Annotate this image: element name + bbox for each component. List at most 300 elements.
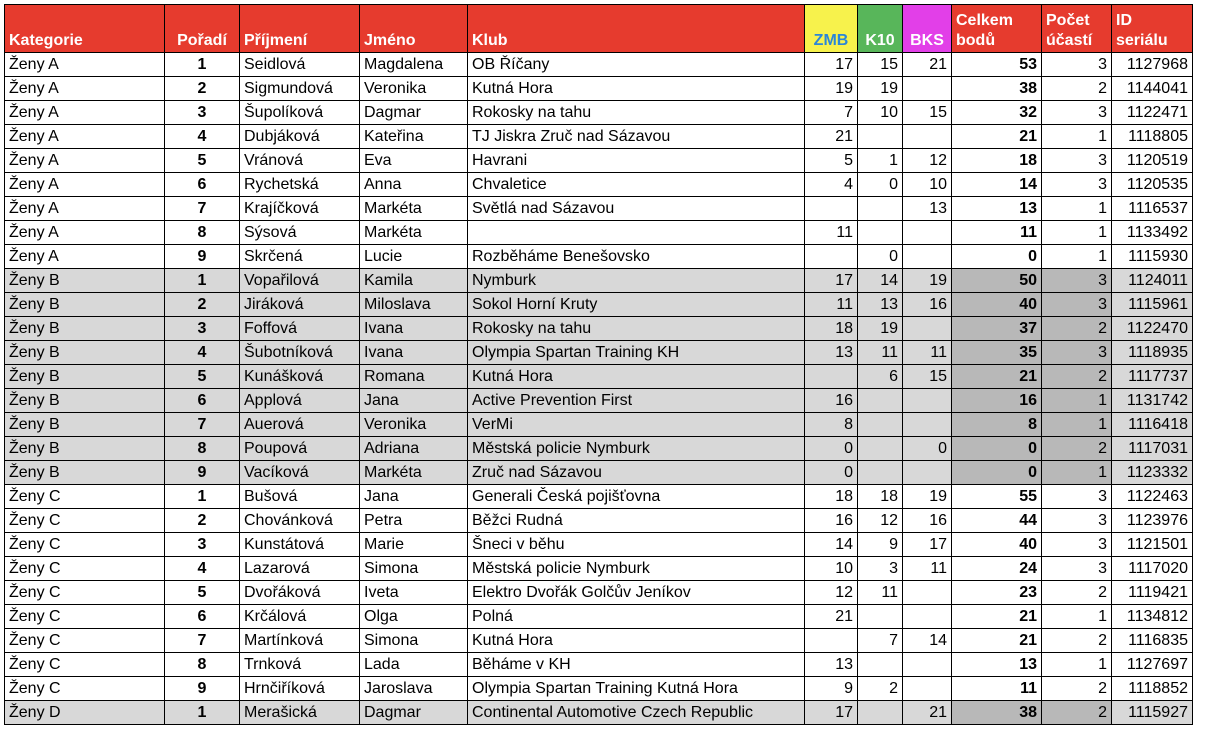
cell-zmb[interactable]: 21 (805, 125, 858, 149)
cell-klub[interactable]: VerMi (468, 413, 805, 437)
cell-k10[interactable] (858, 221, 903, 245)
cell-kategorie[interactable]: Ženy C (5, 485, 165, 509)
cell-celkem[interactable]: 13 (952, 653, 1042, 677)
header-pocet[interactable] (1042, 5, 1112, 53)
cell-pocet[interactable]: 1 (1042, 197, 1112, 221)
cell-id[interactable]: 1134812 (1112, 605, 1193, 629)
header-id[interactable] (1112, 5, 1193, 53)
cell-bks[interactable]: 12 (903, 149, 952, 173)
cell-klub[interactable]: Kutná Hora (468, 629, 805, 653)
header-zmb[interactable]: ZMB (805, 5, 858, 53)
cell-poradi[interactable]: 2 (165, 509, 240, 533)
cell-k10[interactable]: 3 (858, 557, 903, 581)
cell-bks[interactable]: 16 (903, 509, 952, 533)
cell-id[interactable]: 1119421 (1112, 581, 1193, 605)
cell-zmb[interactable]: 7 (805, 101, 858, 125)
cell-jmeno[interactable]: Petra (360, 509, 468, 533)
cell-poradi[interactable]: 8 (165, 653, 240, 677)
header-bks[interactable]: BKS (903, 5, 952, 53)
cell-k10[interactable] (858, 461, 903, 485)
cell-jmeno[interactable]: Miloslava (360, 293, 468, 317)
cell-poradi[interactable]: 5 (165, 149, 240, 173)
cell-k10[interactable] (858, 701, 903, 725)
cell-zmb[interactable]: 17 (805, 53, 858, 77)
cell-zmb[interactable]: 5 (805, 149, 858, 173)
cell-pocet[interactable]: 2 (1042, 365, 1112, 389)
cell-id[interactable]: 1115961 (1112, 293, 1193, 317)
cell-zmb[interactable]: 13 (805, 653, 858, 677)
cell-celkem[interactable]: 23 (952, 581, 1042, 605)
cell-klub[interactable]: Active Prevention First (468, 389, 805, 413)
cell-kategorie[interactable]: Ženy C (5, 557, 165, 581)
cell-zmb[interactable]: 18 (805, 317, 858, 341)
cell-celkem[interactable]: 40 (952, 293, 1042, 317)
cell-bks[interactable]: 11 (903, 341, 952, 365)
cell-prijmeni[interactable]: Kunstátová (240, 533, 360, 557)
cell-jmeno[interactable]: Dagmar (360, 101, 468, 125)
header-kategorie[interactable]: Kategorie (5, 5, 165, 53)
cell-klub[interactable]: Olympia Spartan Training KH (468, 341, 805, 365)
cell-klub[interactable]: Rokosky na tahu (468, 317, 805, 341)
cell-id[interactable]: 1116537 (1112, 197, 1193, 221)
cell-k10[interactable]: 18 (858, 485, 903, 509)
cell-celkem[interactable]: 0 (952, 461, 1042, 485)
cell-id[interactable]: 1122471 (1112, 101, 1193, 125)
cell-pocet[interactable]: 3 (1042, 485, 1112, 509)
cell-celkem[interactable]: 16 (952, 389, 1042, 413)
cell-k10[interactable] (858, 197, 903, 221)
cell-pocet[interactable]: 1 (1042, 605, 1112, 629)
cell-k10[interactable] (858, 605, 903, 629)
cell-zmb[interactable]: 4 (805, 173, 858, 197)
cell-bks[interactable] (903, 77, 952, 101)
cell-jmeno[interactable]: Markéta (360, 221, 468, 245)
cell-k10[interactable]: 9 (858, 533, 903, 557)
cell-jmeno[interactable]: Ivana (360, 317, 468, 341)
cell-bks[interactable] (903, 461, 952, 485)
cell-k10[interactable]: 1 (858, 149, 903, 173)
cell-kategorie[interactable]: Ženy A (5, 173, 165, 197)
cell-prijmeni[interactable]: Chovánková (240, 509, 360, 533)
cell-jmeno[interactable]: Dagmar (360, 701, 468, 725)
cell-zmb[interactable] (805, 629, 858, 653)
cell-kategorie[interactable]: Ženy B (5, 269, 165, 293)
cell-poradi[interactable]: 9 (165, 245, 240, 269)
cell-k10[interactable]: 11 (858, 341, 903, 365)
cell-prijmeni[interactable]: Lazarová (240, 557, 360, 581)
cell-poradi[interactable]: 9 (165, 677, 240, 701)
cell-kategorie[interactable]: Ženy D (5, 701, 165, 725)
cell-poradi[interactable]: 6 (165, 173, 240, 197)
cell-k10[interactable]: 12 (858, 509, 903, 533)
cell-zmb[interactable]: 17 (805, 701, 858, 725)
cell-poradi[interactable]: 3 (165, 101, 240, 125)
cell-pocet[interactable]: 3 (1042, 173, 1112, 197)
cell-kategorie[interactable]: Ženy C (5, 677, 165, 701)
cell-bks[interactable]: 17 (903, 533, 952, 557)
cell-k10[interactable]: 0 (858, 173, 903, 197)
cell-prijmeni[interactable]: Sýsová (240, 221, 360, 245)
cell-prijmeni[interactable]: Foffová (240, 317, 360, 341)
cell-jmeno[interactable]: Olga (360, 605, 468, 629)
cell-pocet[interactable]: 3 (1042, 293, 1112, 317)
cell-k10[interactable]: 10 (858, 101, 903, 125)
cell-zmb[interactable] (805, 245, 858, 269)
cell-poradi[interactable]: 1 (165, 701, 240, 725)
cell-k10[interactable]: 19 (858, 317, 903, 341)
cell-id[interactable]: 1117020 (1112, 557, 1193, 581)
cell-bks[interactable]: 19 (903, 485, 952, 509)
cell-id[interactable]: 1118805 (1112, 125, 1193, 149)
cell-klub[interactable]: Polná (468, 605, 805, 629)
cell-celkem[interactable]: 13 (952, 197, 1042, 221)
cell-pocet[interactable]: 3 (1042, 269, 1112, 293)
cell-prijmeni[interactable]: Šubotníková (240, 341, 360, 365)
cell-bks[interactable]: 10 (903, 173, 952, 197)
cell-klub[interactable]: OB Říčany (468, 53, 805, 77)
cell-prijmeni[interactable]: Bušová (240, 485, 360, 509)
cell-jmeno[interactable]: Markéta (360, 197, 468, 221)
cell-zmb[interactable]: 16 (805, 389, 858, 413)
cell-klub[interactable]: Šneci v běhu (468, 533, 805, 557)
cell-k10[interactable]: 7 (858, 629, 903, 653)
cell-poradi[interactable]: 5 (165, 365, 240, 389)
cell-pocet[interactable]: 1 (1042, 125, 1112, 149)
cell-prijmeni[interactable]: Sigmundová (240, 77, 360, 101)
cell-bks[interactable] (903, 317, 952, 341)
cell-bks[interactable]: 14 (903, 629, 952, 653)
cell-prijmeni[interactable]: Dvořáková (240, 581, 360, 605)
cell-id[interactable]: 1116835 (1112, 629, 1193, 653)
cell-celkem[interactable]: 21 (952, 605, 1042, 629)
cell-klub[interactable]: TJ Jiskra Zruč nad Sázavou (468, 125, 805, 149)
cell-celkem[interactable]: 32 (952, 101, 1042, 125)
cell-prijmeni[interactable]: Merašická (240, 701, 360, 725)
cell-id[interactable]: 1120535 (1112, 173, 1193, 197)
cell-kategorie[interactable]: Ženy B (5, 317, 165, 341)
cell-k10[interactable]: 14 (858, 269, 903, 293)
cell-zmb[interactable]: 11 (805, 221, 858, 245)
cell-kategorie[interactable]: Ženy A (5, 221, 165, 245)
cell-klub[interactable]: Světlá nad Sázavou (468, 197, 805, 221)
cell-klub[interactable]: Rozběháme Benešovsko (468, 245, 805, 269)
cell-poradi[interactable]: 1 (165, 485, 240, 509)
cell-jmeno[interactable]: Simona (360, 557, 468, 581)
cell-zmb[interactable]: 13 (805, 341, 858, 365)
cell-k10[interactable]: 19 (858, 77, 903, 101)
cell-klub[interactable]: Nymburk (468, 269, 805, 293)
cell-zmb[interactable]: 19 (805, 77, 858, 101)
cell-id[interactable]: 1116418 (1112, 413, 1193, 437)
cell-id[interactable]: 1118852 (1112, 677, 1193, 701)
cell-klub[interactable]: Elektro Dvořák Golčův Jeníkov (468, 581, 805, 605)
cell-bks[interactable] (903, 125, 952, 149)
cell-kategorie[interactable]: Ženy B (5, 413, 165, 437)
cell-celkem[interactable]: 8 (952, 413, 1042, 437)
cell-bks[interactable] (903, 389, 952, 413)
cell-prijmeni[interactable]: Skrčená (240, 245, 360, 269)
cell-celkem[interactable]: 44 (952, 509, 1042, 533)
cell-kategorie[interactable]: Ženy C (5, 581, 165, 605)
cell-zmb[interactable]: 12 (805, 581, 858, 605)
cell-zmb[interactable] (805, 365, 858, 389)
cell-k10[interactable]: 11 (858, 581, 903, 605)
cell-celkem[interactable]: 0 (952, 437, 1042, 461)
cell-bks[interactable] (903, 413, 952, 437)
cell-pocet[interactable]: 1 (1042, 245, 1112, 269)
cell-klub[interactable]: Městská policie Nymburk (468, 437, 805, 461)
cell-poradi[interactable]: 3 (165, 317, 240, 341)
cell-poradi[interactable]: 7 (165, 413, 240, 437)
cell-bks[interactable] (903, 245, 952, 269)
cell-k10[interactable]: 15 (858, 53, 903, 77)
cell-poradi[interactable]: 1 (165, 53, 240, 77)
cell-pocet[interactable]: 1 (1042, 653, 1112, 677)
cell-kategorie[interactable]: Ženy A (5, 53, 165, 77)
cell-kategorie[interactable]: Ženy B (5, 293, 165, 317)
cell-jmeno[interactable]: Kamila (360, 269, 468, 293)
cell-id[interactable]: 1115927 (1112, 701, 1193, 725)
cell-id[interactable]: 1127697 (1112, 653, 1193, 677)
header-jmeno[interactable]: Jméno (360, 5, 468, 53)
cell-zmb[interactable]: 8 (805, 413, 858, 437)
cell-klub[interactable]: Městská policie Nymburk (468, 557, 805, 581)
cell-prijmeni[interactable]: Šupolíková (240, 101, 360, 125)
cell-id[interactable]: 1115930 (1112, 245, 1193, 269)
cell-bks[interactable] (903, 221, 952, 245)
cell-zmb[interactable]: 17 (805, 269, 858, 293)
cell-celkem[interactable]: 0 (952, 245, 1042, 269)
cell-pocet[interactable]: 1 (1042, 461, 1112, 485)
cell-kategorie[interactable]: Ženy A (5, 125, 165, 149)
cell-celkem[interactable]: 21 (952, 365, 1042, 389)
cell-bks[interactable]: 21 (903, 53, 952, 77)
cell-id[interactable]: 1123976 (1112, 509, 1193, 533)
cell-jmeno[interactable]: Magdalena (360, 53, 468, 77)
cell-klub[interactable]: Generali Česká pojišťovna (468, 485, 805, 509)
cell-prijmeni[interactable]: Martínková (240, 629, 360, 653)
cell-jmeno[interactable]: Lucie (360, 245, 468, 269)
cell-id[interactable]: 1120519 (1112, 149, 1193, 173)
cell-k10[interactable] (858, 413, 903, 437)
cell-jmeno[interactable]: Kateřina (360, 125, 468, 149)
cell-kategorie[interactable]: Ženy A (5, 149, 165, 173)
cell-jmeno[interactable]: Eva (360, 149, 468, 173)
cell-prijmeni[interactable]: Dubjáková (240, 125, 360, 149)
cell-poradi[interactable]: 6 (165, 389, 240, 413)
cell-kategorie[interactable]: Ženy C (5, 509, 165, 533)
cell-jmeno[interactable]: Iveta (360, 581, 468, 605)
cell-poradi[interactable]: 2 (165, 77, 240, 101)
cell-id[interactable]: 1117737 (1112, 365, 1193, 389)
cell-zmb[interactable]: 18 (805, 485, 858, 509)
cell-k10[interactable]: 2 (858, 677, 903, 701)
cell-kategorie[interactable]: Ženy C (5, 653, 165, 677)
cell-celkem[interactable]: 18 (952, 149, 1042, 173)
cell-poradi[interactable]: 9 (165, 461, 240, 485)
cell-pocet[interactable]: 2 (1042, 677, 1112, 701)
cell-celkem[interactable]: 38 (952, 701, 1042, 725)
cell-bks[interactable] (903, 653, 952, 677)
cell-poradi[interactable]: 6 (165, 605, 240, 629)
cell-celkem[interactable]: 37 (952, 317, 1042, 341)
cell-prijmeni[interactable]: Seidlová (240, 53, 360, 77)
cell-prijmeni[interactable]: Krčálová (240, 605, 360, 629)
header-celkem[interactable] (952, 5, 1042, 53)
cell-bks[interactable]: 11 (903, 557, 952, 581)
cell-zmb[interactable]: 9 (805, 677, 858, 701)
cell-klub[interactable]: Sokol Horní Kruty (468, 293, 805, 317)
cell-jmeno[interactable]: Markéta (360, 461, 468, 485)
cell-prijmeni[interactable]: Trnková (240, 653, 360, 677)
cell-id[interactable]: 1122463 (1112, 485, 1193, 509)
cell-poradi[interactable]: 4 (165, 125, 240, 149)
cell-klub[interactable] (468, 221, 805, 245)
cell-jmeno[interactable]: Romana (360, 365, 468, 389)
cell-klub[interactable]: Havrani (468, 149, 805, 173)
cell-poradi[interactable]: 4 (165, 341, 240, 365)
cell-jmeno[interactable]: Veronika (360, 413, 468, 437)
cell-k10[interactable] (858, 653, 903, 677)
cell-zmb[interactable]: 0 (805, 437, 858, 461)
cell-celkem[interactable]: 11 (952, 677, 1042, 701)
cell-prijmeni[interactable]: Vránová (240, 149, 360, 173)
cell-kategorie[interactable]: Ženy A (5, 101, 165, 125)
cell-bks[interactable]: 19 (903, 269, 952, 293)
cell-zmb[interactable]: 14 (805, 533, 858, 557)
cell-bks[interactable] (903, 677, 952, 701)
cell-bks[interactable]: 13 (903, 197, 952, 221)
cell-poradi[interactable]: 2 (165, 293, 240, 317)
cell-k10[interactable]: 6 (858, 365, 903, 389)
cell-kategorie[interactable]: Ženy A (5, 245, 165, 269)
cell-kategorie[interactable]: Ženy A (5, 77, 165, 101)
cell-pocet[interactable]: 2 (1042, 581, 1112, 605)
header-poradi[interactable]: Pořadí (165, 5, 240, 53)
cell-klub[interactable]: Kutná Hora (468, 77, 805, 101)
cell-zmb[interactable]: 16 (805, 509, 858, 533)
cell-id[interactable]: 1144041 (1112, 77, 1193, 101)
cell-celkem[interactable]: 55 (952, 485, 1042, 509)
cell-poradi[interactable]: 5 (165, 581, 240, 605)
cell-zmb[interactable]: 0 (805, 461, 858, 485)
cell-poradi[interactable]: 1 (165, 269, 240, 293)
cell-jmeno[interactable]: Jaroslava (360, 677, 468, 701)
cell-id[interactable]: 1127968 (1112, 53, 1193, 77)
cell-k10[interactable]: 0 (858, 245, 903, 269)
cell-prijmeni[interactable]: Poupová (240, 437, 360, 461)
cell-prijmeni[interactable]: Hrnčiříková (240, 677, 360, 701)
cell-prijmeni[interactable]: Applová (240, 389, 360, 413)
cell-id[interactable]: 1133492 (1112, 221, 1193, 245)
cell-prijmeni[interactable]: Vopařilová (240, 269, 360, 293)
cell-jmeno[interactable]: Veronika (360, 77, 468, 101)
cell-bks[interactable]: 15 (903, 365, 952, 389)
cell-prijmeni[interactable]: Vacíková (240, 461, 360, 485)
cell-klub[interactable]: Chvaletice (468, 173, 805, 197)
cell-pocet[interactable]: 3 (1042, 533, 1112, 557)
cell-bks[interactable]: 15 (903, 101, 952, 125)
cell-bks[interactable]: 21 (903, 701, 952, 725)
cell-poradi[interactable]: 7 (165, 629, 240, 653)
cell-celkem[interactable]: 40 (952, 533, 1042, 557)
cell-bks[interactable]: 0 (903, 437, 952, 461)
cell-k10[interactable]: 13 (858, 293, 903, 317)
cell-celkem[interactable]: 53 (952, 53, 1042, 77)
cell-zmb[interactable]: 10 (805, 557, 858, 581)
cell-pocet[interactable]: 1 (1042, 389, 1112, 413)
cell-pocet[interactable]: 1 (1042, 413, 1112, 437)
cell-kategorie[interactable]: Ženy C (5, 533, 165, 557)
cell-klub[interactable]: Zruč nad Sázavou (468, 461, 805, 485)
cell-zmb[interactable]: 21 (805, 605, 858, 629)
cell-celkem[interactable]: 11 (952, 221, 1042, 245)
cell-celkem[interactable]: 50 (952, 269, 1042, 293)
cell-id[interactable]: 1121501 (1112, 533, 1193, 557)
cell-kategorie[interactable]: Ženy C (5, 605, 165, 629)
cell-pocet[interactable]: 2 (1042, 77, 1112, 101)
cell-celkem[interactable]: 24 (952, 557, 1042, 581)
cell-zmb[interactable] (805, 197, 858, 221)
cell-poradi[interactable]: 3 (165, 533, 240, 557)
cell-bks[interactable] (903, 581, 952, 605)
cell-celkem[interactable]: 21 (952, 629, 1042, 653)
cell-poradi[interactable]: 8 (165, 221, 240, 245)
cell-poradi[interactable]: 8 (165, 437, 240, 461)
cell-poradi[interactable]: 7 (165, 197, 240, 221)
cell-jmeno[interactable]: Ivana (360, 341, 468, 365)
cell-bks[interactable]: 16 (903, 293, 952, 317)
cell-celkem[interactable]: 14 (952, 173, 1042, 197)
cell-pocet[interactable]: 2 (1042, 437, 1112, 461)
cell-k10[interactable] (858, 125, 903, 149)
cell-klub[interactable]: Běžci Rudná (468, 509, 805, 533)
cell-id[interactable]: 1118935 (1112, 341, 1193, 365)
cell-pocet[interactable]: 3 (1042, 557, 1112, 581)
cell-celkem[interactable]: 35 (952, 341, 1042, 365)
cell-prijmeni[interactable]: Kunášková (240, 365, 360, 389)
cell-pocet[interactable]: 2 (1042, 317, 1112, 341)
cell-pocet[interactable]: 3 (1042, 509, 1112, 533)
cell-kategorie[interactable]: Ženy B (5, 461, 165, 485)
cell-kategorie[interactable]: Ženy C (5, 629, 165, 653)
cell-kategorie[interactable]: Ženy B (5, 389, 165, 413)
cell-klub[interactable]: Olympia Spartan Training Kutná Hora (468, 677, 805, 701)
cell-pocet[interactable]: 1 (1042, 221, 1112, 245)
cell-pocet[interactable]: 2 (1042, 701, 1112, 725)
cell-kategorie[interactable]: Ženy B (5, 341, 165, 365)
cell-id[interactable]: 1122470 (1112, 317, 1193, 341)
header-k10[interactable]: K10 (858, 5, 903, 53)
cell-celkem[interactable]: 21 (952, 125, 1042, 149)
cell-klub[interactable]: Rokosky na tahu (468, 101, 805, 125)
cell-id[interactable]: 1117031 (1112, 437, 1193, 461)
cell-klub[interactable]: Běháme v KH (468, 653, 805, 677)
cell-kategorie[interactable]: Ženy B (5, 365, 165, 389)
cell-jmeno[interactable]: Lada (360, 653, 468, 677)
cell-prijmeni[interactable]: Jiráková (240, 293, 360, 317)
cell-pocet[interactable]: 3 (1042, 149, 1112, 173)
cell-jmeno[interactable]: Jana (360, 485, 468, 509)
cell-kategorie[interactable]: Ženy B (5, 437, 165, 461)
cell-prijmeni[interactable]: Krajíčková (240, 197, 360, 221)
cell-zmb[interactable]: 11 (805, 293, 858, 317)
cell-klub[interactable]: Kutná Hora (468, 365, 805, 389)
cell-klub[interactable]: Continental Automotive Czech Republic (468, 701, 805, 725)
cell-bks[interactable] (903, 605, 952, 629)
cell-jmeno[interactable]: Adriana (360, 437, 468, 461)
cell-celkem[interactable]: 38 (952, 77, 1042, 101)
